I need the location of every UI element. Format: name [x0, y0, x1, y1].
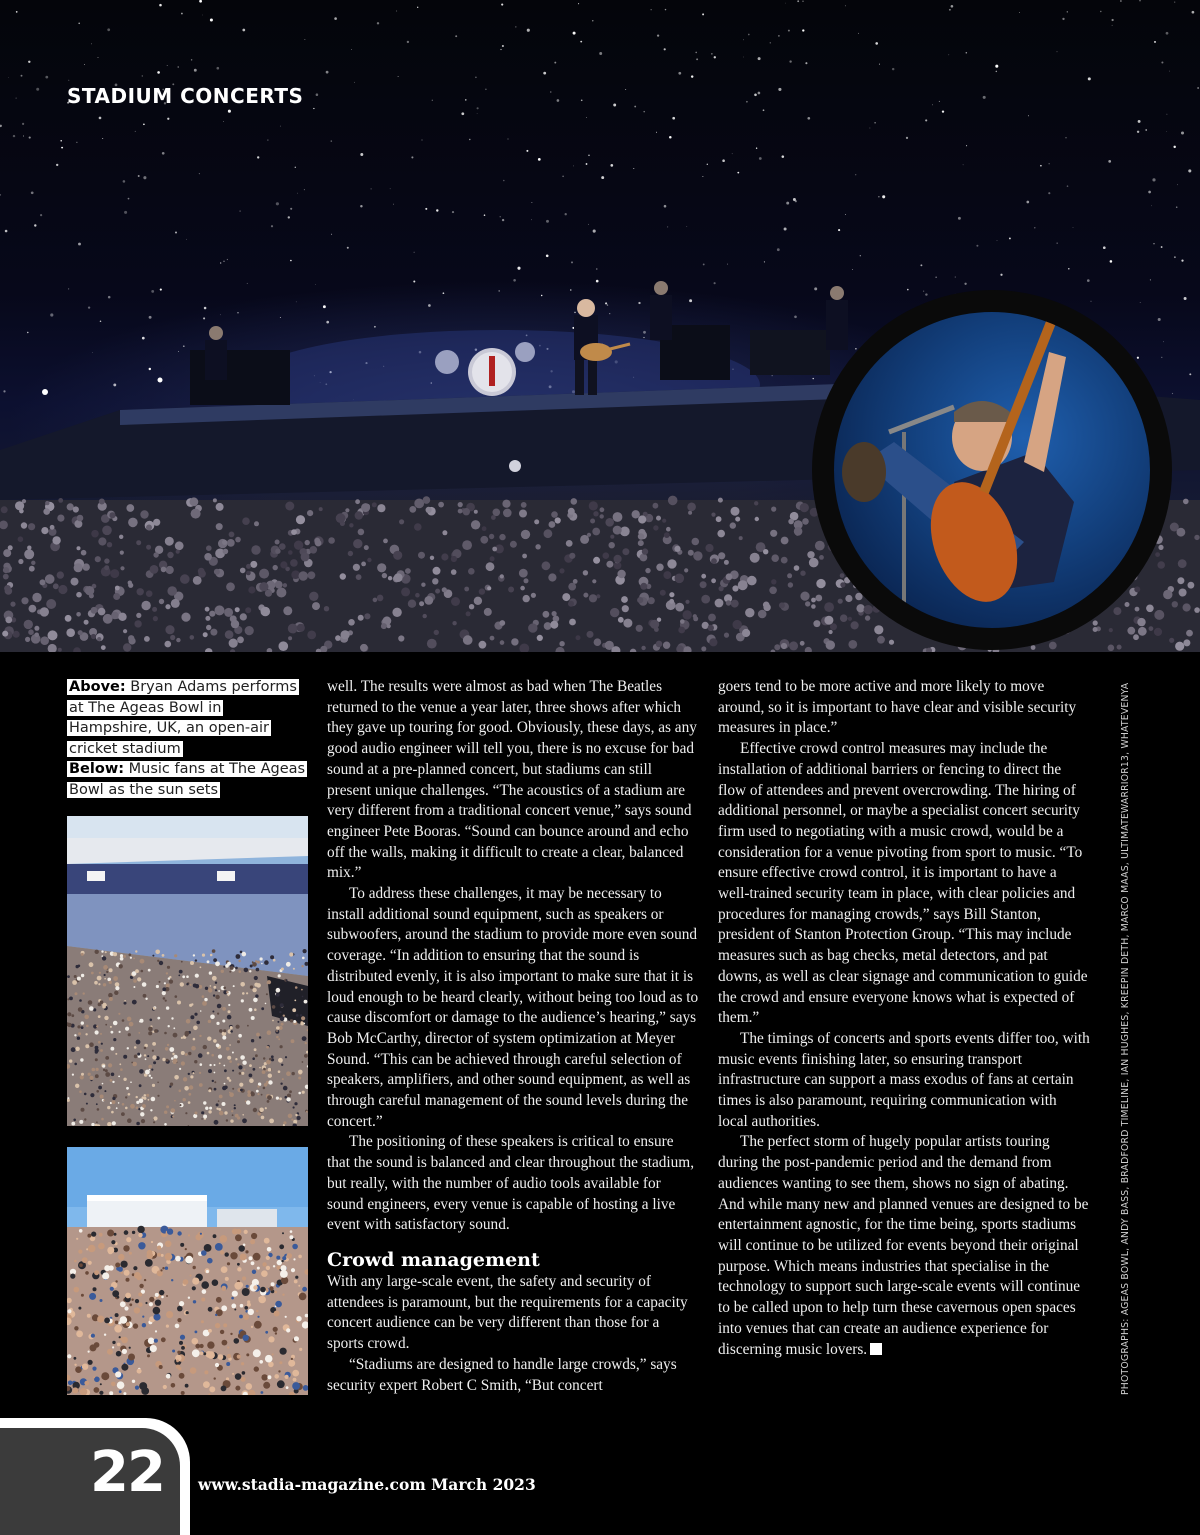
caption-above-text: Bryan Adams performs at The Ageas Bowl in Hampshire, UK, an open-air cricket stadium: [69, 679, 297, 757]
caption-below: [67, 759, 307, 800]
footer-url: www.stadia-magazine.com March 2023: [198, 1475, 536, 1494]
photo-credits: PHOTOGRAPHS: AGEAS BOWL, ANDY BASS, BRADFORD TIMELINE, IAN HUGHES, KREEPIN DETH, MARCO MAAS, ULTIMATEWARRIOR13, WHATEVENYA: [1120, 682, 1131, 1395]
paragraph: “Stadiums are designed to handle large crowds,” says security expert Robert C Smith, “But concert: [327, 1355, 677, 1394]
stadium-stands-photo: [67, 816, 308, 1126]
caption-below-label: Below:: [69, 761, 125, 777]
paragraph: goers tend to be more active and more likely to move around, so it is important to have clear and visible security measures in place.”: [718, 678, 1077, 737]
crowd-sunset-photo: [67, 1147, 308, 1395]
subheading-crowd-management: Crowd management: [327, 1248, 540, 1271]
paragraph-last: [718, 1132, 1090, 1360]
paragraph: With any large-scale event, the safety and security of attendees is paramount, but the requirements for a capacity concert audience can be very different than those for a sports crowd.: [327, 1272, 688, 1353]
guitarist-illustration: [834, 312, 1150, 628]
paragraph: The positioning of these speakers is critical to ensure that the sound is balanced and clear throughout the stadium, but really, with the number of audio tools available for sound engineers, every venue is capable of hosting a live event with satisfactory sound.: [327, 1133, 695, 1234]
paragraph: well. The results were almost as bad when The Beatles returned to the venue a year later, three shows after which they gave up touring for good. Obviously, these days, as any good audio engineer will tell you, there is no excuse for bad sound at a pre-planned concert, but stadiums can still present unique challenges. “The acoustics of a stadium are very different from a traditional concert venue,” says sound engineer Pete Booras. “Sound can bounce around and echo off the walls, making it difficult to create a clear, balanced mix.”: [327, 678, 697, 882]
caption-below-text: Music fans at The Ageas Bowl as the sun sets: [69, 761, 306, 798]
paragraph-text: The perfect storm of hugely popular artists touring during the post-pandemic period and the demand from audiences wanting to see them, shows no sign of abating. And while many new and planned venues are designed to be entertainment agnostic, for the time being, sports stadiums will continue to be utilized for events beyond their original purpose. Which means industries that specialise in the technology to support such large-scale events will continue to be called upon to help turn these cavernous open spaces into venues that can create an audience experience for discerning music lovers.: [718, 1133, 1089, 1358]
paragraph: To address these challenges, it may be necessary to install additional sound equipment, such as speakers or subwoofers, around the stadium to provide more even sound coverage. “In addition to ensuring that the sound is distributed evenly, it is also important to make sure that it is loud enough to be heard clearly, without being too loud as to cause discomfort or damage to the audience’s hearing,” says Bob McCarthy, director of system optimization at Meyer Sound. “This can be achieved through careful selection of speakers, amplifiers, and other sound equipment, as well as through careful management of the sound levels during the concert.”: [327, 885, 699, 1130]
paragraph: Effective crowd control measures may include the installation of additional barriers or fencing to direct the flow of attendees and prevent overcrowding. The hiring of additional personnel, or maybe a specialist concert security firm used to negotiating with a music crowd, would be a consideration for a venue pivoting from sport to music. “To ensure effective crowd control, it is important to have a well-trained security team in place, with clear policies and procedures for managing crowds,” says Bill Stanton, president of Stanton Protection Group. “This may include measures such as bag checks, metal detectors, and pat downs, as well as clear signage and communication to guide the crowd and ensure everyone knows what is expected of them.”: [718, 740, 1088, 1027]
paragraph: The timings of concerts and sports events differ too, with music events finishing later, so ensuring transport infrastructure can support a mass exodus of fans at certain times is also paramount, requiring communication with local authorities.: [718, 1029, 1090, 1130]
end-mark-icon: [870, 1343, 882, 1355]
caption-above-label: Above:: [69, 679, 126, 695]
article-column-2: [327, 677, 699, 1396]
article-column-3: [718, 677, 1090, 1360]
caption-above: [67, 677, 307, 759]
section-label: STADIUM CONCERTS: [67, 84, 304, 108]
inset-guitarist-photo: [812, 290, 1172, 650]
page-number: 22: [90, 1440, 164, 1505]
